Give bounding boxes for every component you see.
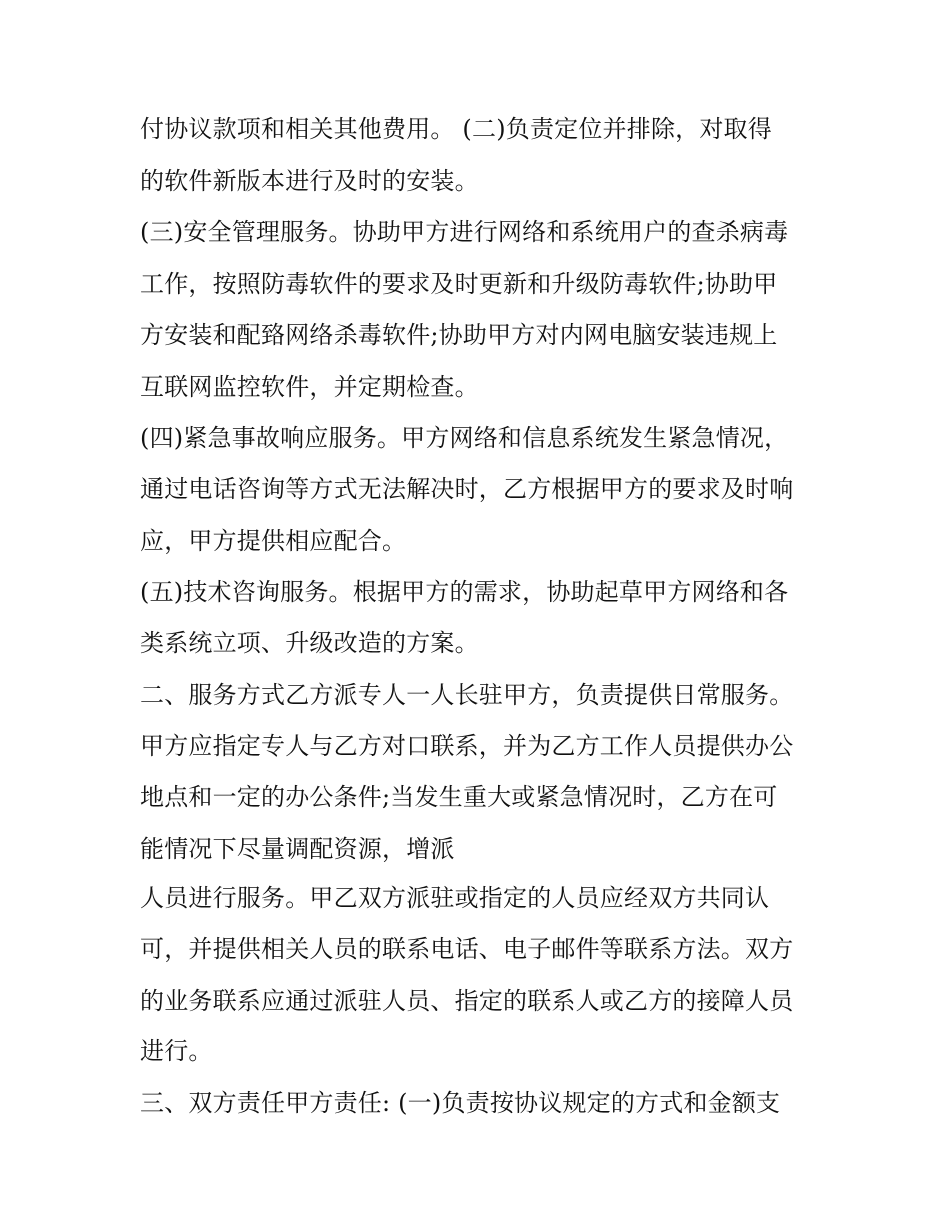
text-line: 互联网监控软件，并定期检查。 [140,373,479,401]
text-line: 类系统立项、升级改造的方案。 [140,629,479,657]
text-line: 可，并提供相关人员的联系电话、电子邮件等联系方法。双方 [140,935,794,963]
text-line: 付协议款项和相关其他费用。 (二)负责定位并排除，对取得 [140,115,772,143]
text-line: 甲方应指定专人与乙方对口联系，并为乙方工作人员提供办公 [140,732,794,760]
text-line: 三、双方责任甲方责任: (一)负责按协议规定的方式和金额支 [140,1089,781,1117]
text-line: (五)技术咨询服务。根据甲方的需求，协助起草甲方网络和各 [140,578,789,606]
text-line: (四)紧急事故响应服务。甲方网络和信息系统发生紧急情况， [140,424,789,452]
text-line: 的业务联系应通过派驻人员、指定的联系人或乙方的接障人员 [140,987,794,1015]
text-line: 通过电话咨询等方式无法解决时，乙方根据甲方的要求及时响 [140,475,794,503]
text-line: (三)安全管理服务。协助甲方进行网络和系统用户的查杀病毒 [140,218,789,246]
text-line: 二、服务方式乙方派专人一人长驻甲方，负责提供日常服务。 [140,681,794,709]
text-line: 方安装和配臵网络杀毒软件;协助甲方对内网电脑安装违规上 [140,321,778,349]
text-line: 人员进行服务。甲乙双方派驻或指定的人员应经双方共同认 [140,884,770,912]
text-line: 进行。 [140,1037,213,1065]
text-line: 应，甲方提供相应配合。 [140,527,407,555]
text-line: 工作，按照防毒软件的要求及时更新和升级防毒软件;协助甲 [140,270,778,298]
text-line: 的软件新版本进行及时的安装。 [140,167,479,195]
text-line: 能情况下尽量调配资源，增派 [140,835,455,863]
text-line: 地点和一定的办公条件;当发生重大或紧急情况时，乙方在可 [140,783,778,811]
